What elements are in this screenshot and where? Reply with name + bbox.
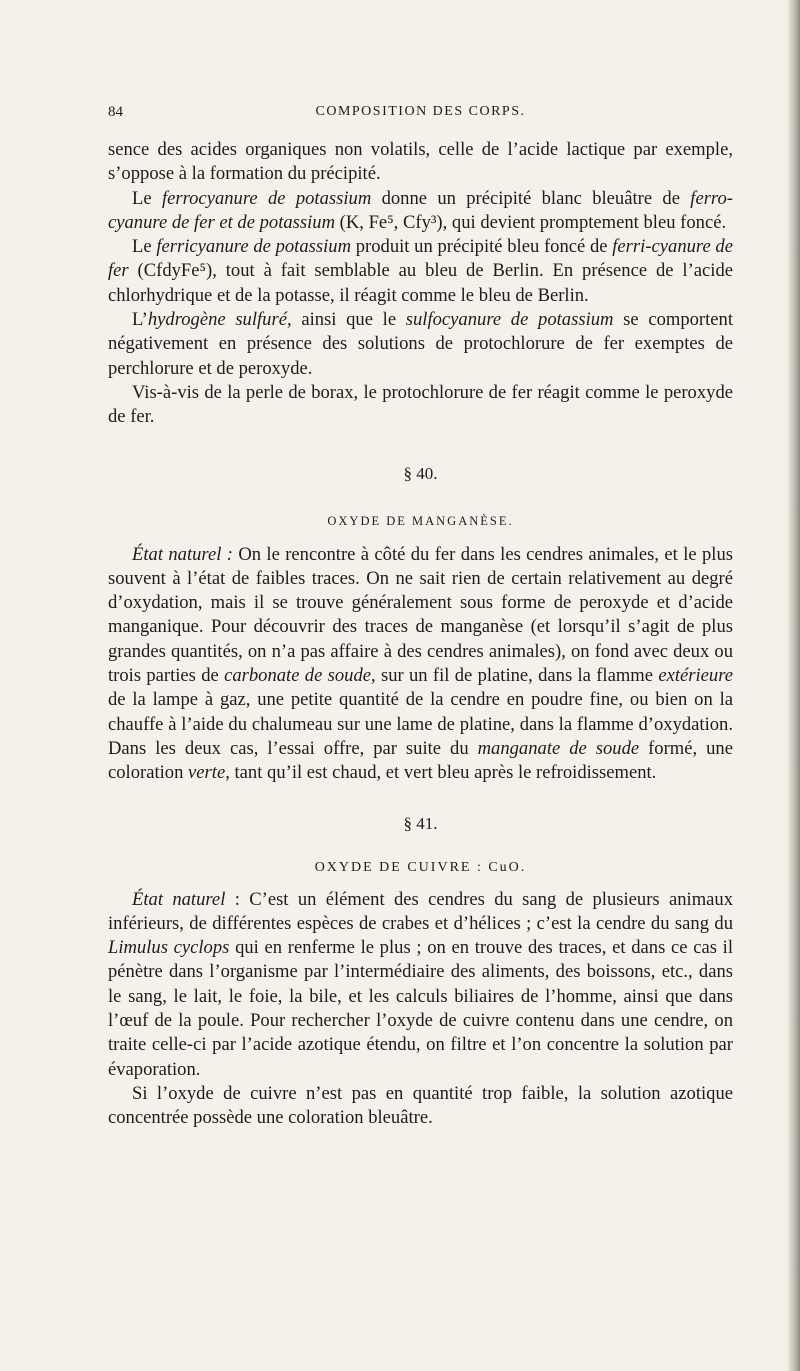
page-number: 84	[108, 104, 123, 120]
paragraph-hydrogene-sulfure: L’hydrogène sulfuré, ainsi que le sulfocyanure de potassium se comportent négativement en présence des solutions de protochlorure de fer exemptes de perchlorure et de peroxyde.	[108, 309, 734, 379]
running-head: COMPOSITION DES CORPS.	[315, 104, 526, 119]
page-header	[108, 104, 733, 128]
section-40-number: § 40.	[403, 463, 438, 483]
paragraph-cuivre: État naturel : C’est un élément des cendres du sang de plusieurs animaux inférieurs, de différentes espèces de crabes et d’hélices ; c’est la cendre du sang du Limulus cyclops qui en renferme le plus ; on en trouve des traces, et dans ce cas il pénètre dans l’organisme par l’intermédiaire des aliments, des boissons, etc., dans le sang, le lait, le foie, la bile, et les calculs biliaires de l’homme, ainsi que dans l’œuf de la poule. Pour rechercher l’oxyde de cuivre contenu dans une cendre, on traite celle-ci par l’acide azotique étendu, on filtre et l’on concentre la solution par évaporation.	[108, 888, 733, 1080]
paragraph-ferrocyanure: Le ferrocyanure de potassium donne un précipité blanc bleuâtre de ferro-cyanure de fer et de potassium (K, Fe⁵, Cfy³), qui devient promptement bleu foncé.	[108, 187, 733, 233]
section-41-number: § 41.	[403, 813, 438, 833]
page-edge-shadow	[788, 0, 800, 1371]
paragraph-manganese: État naturel : On le rencontre à côté du fer dans les cendres animales, et le plus souvent à l’état de faibles traces. On ne sait rien de certain relativement au degré d’oxydation, mais il se trouve généralement sous forme de peroxyde et d’acide manganique. Pour découvrir des traces de manganèse (et lorsqu’il s’agit de plus grandes quantités, on n’a pas affaire à des cendres animales), on fond avec deux ou trois parties de carbonate de soude, sur un fil de platine, dans la flamme extérieure de la lampe à gaz, une petite quantité de la cendre en poudre fine, ou bien on la chauffe à l’aide du chalumeau sur une lame de platine, dans la flamme d’oxydation. Dans les deux cas, l’essai offre, par suite du manganate de soude formé, une coloration verte, tant qu’il est chaud, et vert bleu après le refroidissement.	[108, 543, 733, 784]
paragraph-borax: Vis-à-vis de la perle de borax, le protochlorure de fer réagit comme le peroxyde de fer.	[108, 381, 733, 428]
paragraph-ferricyanure: Le ferricyanure de potassium produit un précipité bleu foncé de ferri-cyanure de fer (CfdyFe⁵), tout à fait semblable au bleu de Berlin. En présence de l’acide chlorhydrique et de la potasse, il réagit comme le bleu de Berlin.	[108, 236, 733, 306]
book-page	[108, 104, 733, 1131]
section-40-title: OXYDE DE MANGANÈSE.	[327, 513, 514, 528]
paragraph-cuivre-conclusion: Si l’oxyde de cuivre n’est pas en quantité trop faible, la solution azotique concentrée possède une coloration bleuâtre.	[108, 1082, 733, 1129]
paragraph-continued: sence des acides organiques non volatils, celle de l’acide lactique par exemple, s’oppose à la formation du précipité.	[108, 139, 733, 185]
section-41-title: OXYDE DE CUIVRE : CuO.	[314, 859, 527, 875]
